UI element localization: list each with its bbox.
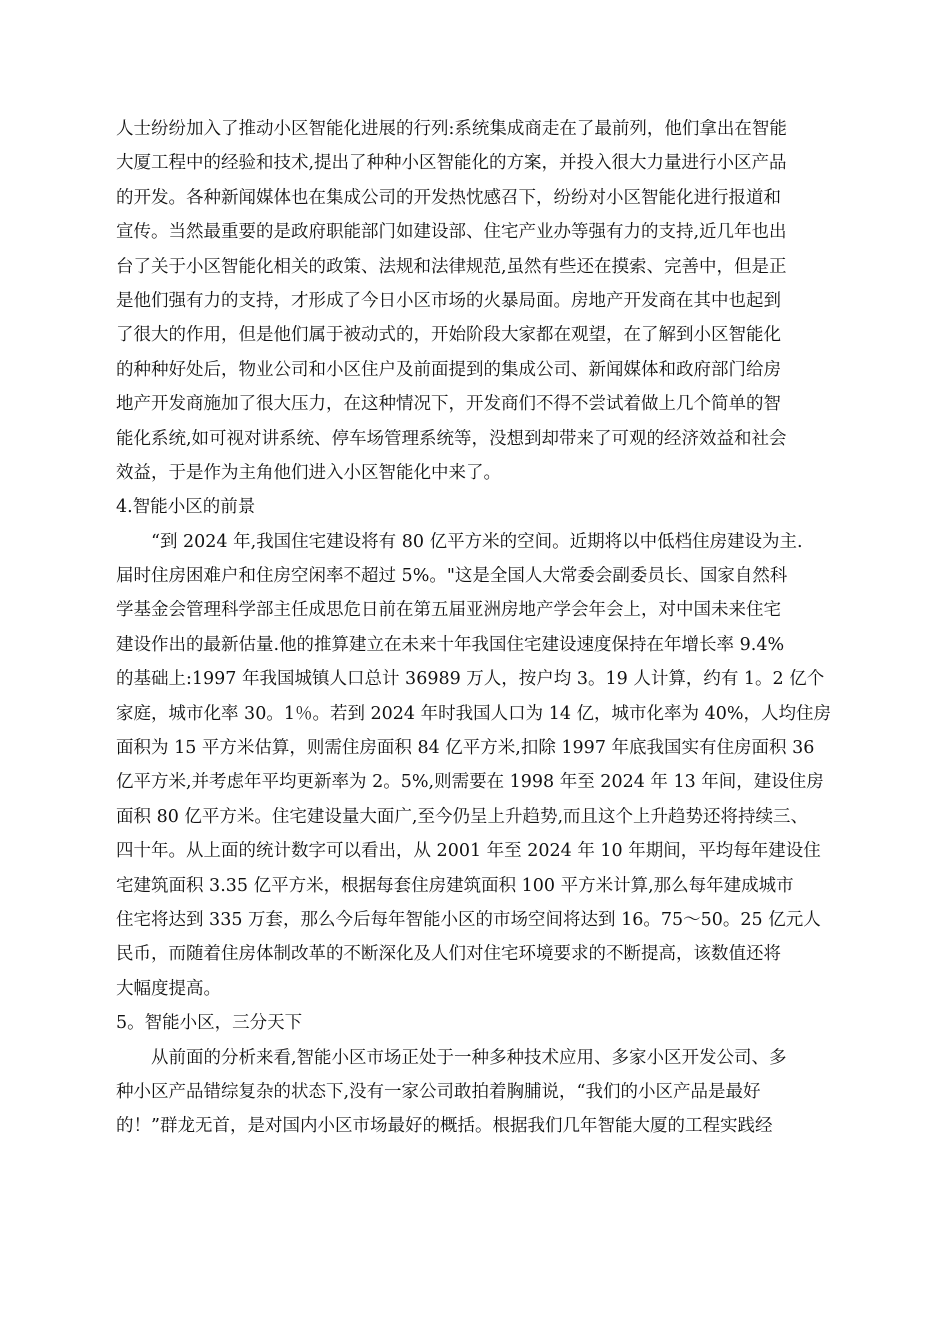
text-line: 宣传。当然最重要的是政府职能部门如建设部、住宅产业办等强有力的支持,近几年也出 [116, 222, 787, 243]
text-line: 是他们强有力的支持，才形成了今日小区市场的火暴局面。房地产开发商在其中也起到 [116, 290, 781, 311]
text-line: 大厦工程中的经验和技术,提出了种种小区智能化的方案，并投入很大力量进行小区产品 [116, 153, 787, 174]
section-4-paragraph [116, 525, 858, 1006]
text-line: 四十年。从上面的统计数字可以看出，从 2001 年至 2024 年 10 年期间，平均每年建设住 [116, 841, 821, 862]
text-line: 大幅度提高。 [116, 978, 221, 999]
text-line: 台了关于小区智能化相关的政策、法规和法律规范,虽然有些还在摸索、完善中，但是正 [116, 256, 787, 277]
text-line: 住宅将达到 335 万套，那么今后每年智能小区的市场空间将达到 16。75～50。25 亿元人 [116, 909, 821, 930]
text-line: 了很大的作用，但是他们属于被动式的，开始阶段大家都在观望，在了解到小区智能化 [116, 325, 781, 346]
text-line: 人士纷纷加入了推动小区智能化进展的行列:系统集成商走在了最前列，他们拿出在智能 [116, 119, 787, 139]
text-line: 宅建筑面积 3.35 亿平方米，根据每套住房建筑面积 100 平方米计算,那么每年建成城市 [116, 875, 794, 896]
document-body [116, 112, 858, 1144]
section-5-heading: 5。智能小区，三分天下 [116, 1013, 303, 1034]
section-5-paragraph [116, 1041, 858, 1144]
text-line: 种小区产品错综复杂的状态下,没有一家公司敢拍着胸脯说，“我们的小区产品是最好 [116, 1081, 761, 1102]
section-4-heading: 4.智能小区的前景 [116, 497, 256, 518]
intro-paragraph [116, 112, 858, 490]
text-line: 面积 80 亿平方米。住宅建设量大面广,至今仍呈上升趋势,而且这个上升趋势还将持续三、 [116, 806, 809, 827]
text-line: 面积为 15 平方米估算，则需住房面积 84 亿平方米,扣除 1997 年底我国实有住房面积 36 [116, 738, 815, 759]
text-line: 亿平方米,并考虑年平均更新率为 2。5%,则需要在 1998 年至 2024 年 13 年间，建设住房 [116, 772, 824, 793]
text-line: 届时住房困难户和住房空闲率不超过 5%。"这是全国人大常委会副委员长、国家自然科 [116, 566, 788, 587]
text-line: 建设作出的最新估量.他的推算建立在未来十年我国住宅建设速度保持在年增长率 9.4% [116, 634, 785, 655]
text-line: “到 2024 年,我国住宅建设将有 80 亿平方米的空间。近期将以中低档住房建设为主. [151, 531, 803, 552]
text-line: 的开发。各种新闻媒体也在集成公司的开发热忱感召下，纷纷对小区智能化进行报道和 [116, 187, 781, 208]
text-line: 家庭，城市化率 30。1％。若到 2024 年时我国人口为 14 亿，城市化率为 40%，人均住房 [116, 703, 831, 724]
text-line: 地产开发商施加了很大压力，在这种情况下，开发商们不得不尝试着做上几个简单的智 [116, 394, 781, 415]
text-line: 民币，而随着住房体制改革的不断深化及人们对住宅环境要求的不断提高，该数值还将 [116, 944, 781, 965]
text-line: 从前面的分析来看,智能小区市场正处于一种多种技术应用、多家小区开发公司、多 [151, 1047, 787, 1068]
text-line: 的！”群龙无首，是对国内小区市场最好的概括。根据我们几年智能大厦的工程实践经 [116, 1116, 773, 1137]
text-line: 的种种好处后，物业公司和小区住户及前面提到的集成公司、新闻媒体和政府部门给房 [116, 359, 781, 380]
text-line: 的基础上:1997 年我国城镇人口总计 36989 万人，按户均 3。19 人计算，约有 1。2 亿个 [116, 669, 825, 690]
text-line: 能化系统,如可视对讲系统、停车场管理系统等，没想到却带来了可观的经济效益和社会 [116, 428, 787, 449]
text-line: 学基金会管理科学部主任成思危日前在第五届亚洲房地产学会年会上，对中国未来住宅 [116, 600, 781, 621]
text-line: 效益，于是作为主角他们进入小区智能化中来了。 [116, 462, 501, 483]
